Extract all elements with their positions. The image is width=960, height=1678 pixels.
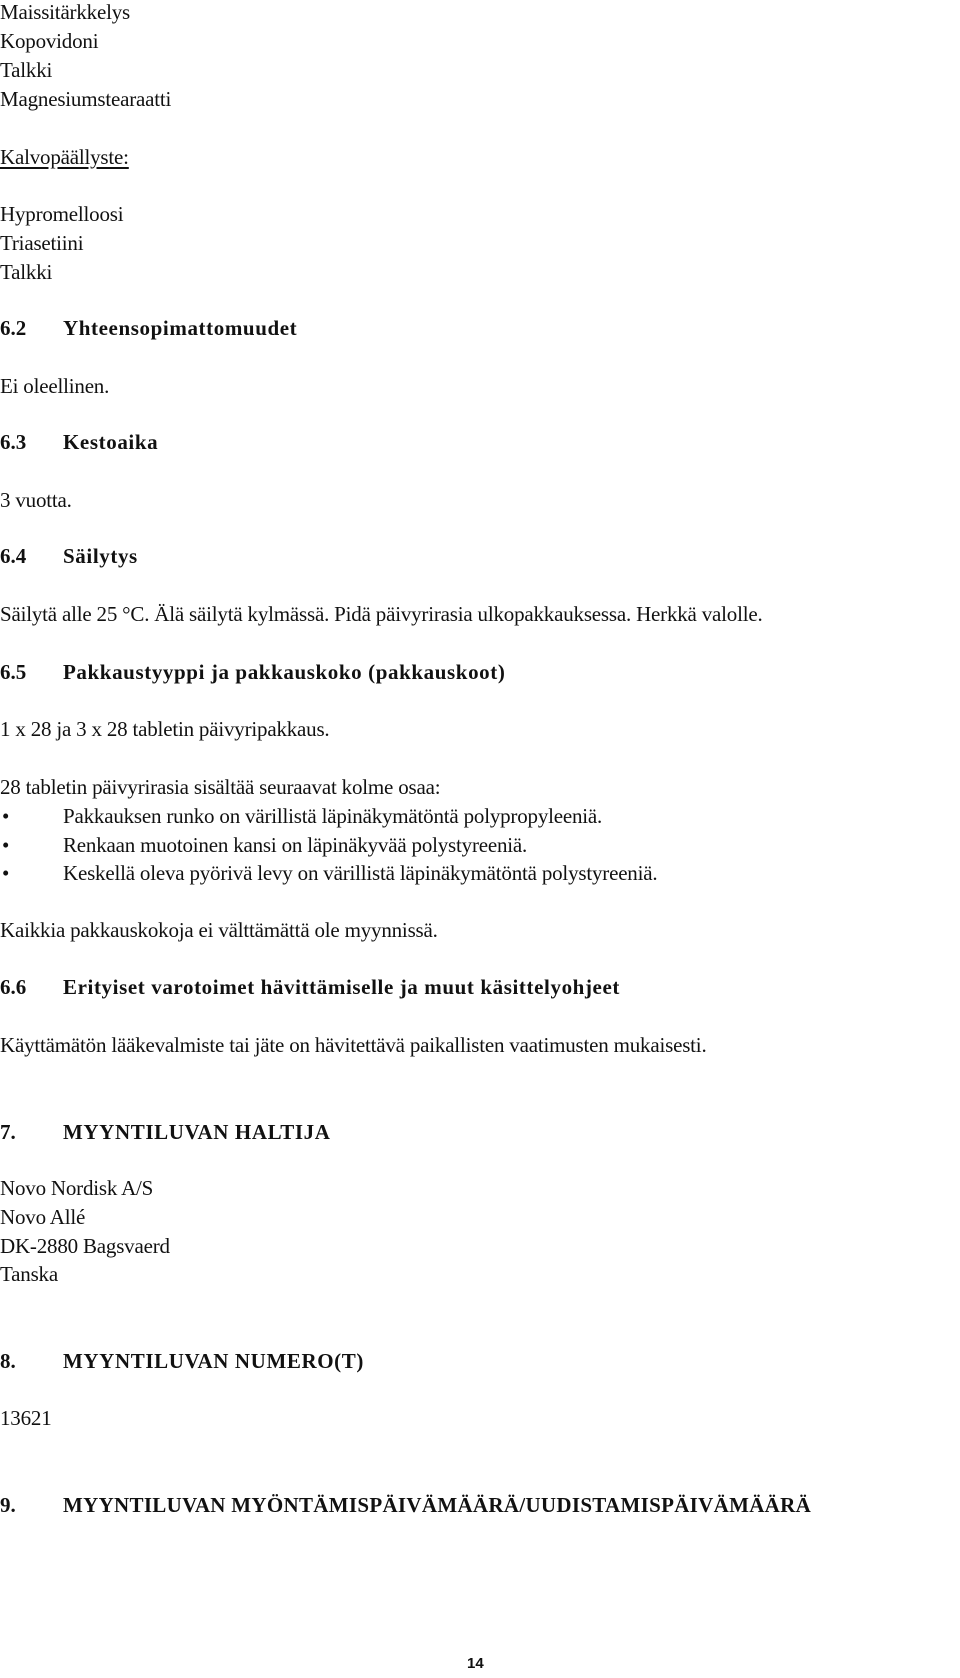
section-number: 6.6 (0, 975, 27, 999)
coating-item: Talkki (0, 260, 53, 284)
section-text: Säilytä alle 25 °C. Älä säilytä kylmässä. Pidä päivyrirasia ulkopakkauksessa. Herkkä valolle. (0, 602, 763, 626)
section-text: 28 tabletin päivyrirasia sisältää seuraavat kolme osaa: (0, 775, 441, 799)
ingredient-line: Maissitärkkelys (0, 0, 130, 24)
coating-heading: Kalvopäällyste: (0, 145, 129, 169)
section-number: 9. (0, 1493, 16, 1517)
section-title: Säilytys (63, 544, 138, 568)
ingredient-line: Magnesiumstearaatti (0, 87, 172, 111)
section-number: 6.5 (0, 660, 27, 684)
section-number: 6.4 (0, 544, 27, 568)
list-item: Renkaan muotoinen kansi on läpinäkyvää polystyreeniä. (63, 833, 528, 857)
list-item: Keskellä oleva pyörivä levy on värillistä läpinäkymätöntä polystyreeniä. (63, 861, 658, 885)
section-text: Kaikkia pakkauskokoja ei välttämättä ole myynnissä. (0, 918, 438, 942)
bullet-icon: • (2, 804, 10, 828)
section-title: MYYNTILUVAN NUMERO(T) (63, 1349, 364, 1373)
section-title: MYYNTILUVAN HALTIJA (63, 1120, 331, 1144)
section-title: Yhteensopimattomuudet (63, 316, 298, 340)
address-line: DK-2880 Bagsvaerd (0, 1234, 170, 1258)
coating-item: Hypromelloosi (0, 202, 124, 226)
section-title: Pakkaustyyppi ja pakkauskoko (pakkauskoot) (63, 660, 506, 684)
section-text: Ei oleellinen. (0, 374, 110, 398)
list-item: Pakkauksen runko on värillistä läpinäkymätöntä polypropyleeniä. (63, 804, 603, 828)
section-text: Käyttämätön lääkevalmiste tai jäte on hävitettävä paikallisten vaatimusten mukaisesti. (0, 1033, 707, 1057)
page-number: 14 (467, 1655, 484, 1672)
coating-item: Triasetiini (0, 231, 84, 255)
section-number: 8. (0, 1349, 16, 1373)
address-line: Novo Nordisk A/S (0, 1176, 154, 1200)
section-title: MYYNTILUVAN MYÖNTÄMISPÄIVÄMÄÄRÄ/UUDISTAMISPÄIVÄMÄÄRÄ (63, 1493, 812, 1517)
bullet-icon: • (2, 861, 10, 885)
section-text: 13621 (0, 1406, 52, 1430)
section-text: 1 x 28 ja 3 x 28 tabletin päivyripakkaus. (0, 717, 330, 741)
ingredient-line: Kopovidoni (0, 29, 99, 53)
section-number: 6.2 (0, 316, 27, 340)
section-title: Erityiset varotoimet hävittämiselle ja muut käsittelyohjeet (63, 975, 620, 999)
section-number: 7. (0, 1120, 16, 1144)
section-number: 6.3 (0, 430, 27, 454)
section-title: Kestoaika (63, 430, 159, 454)
address-line: Tanska (0, 1262, 58, 1286)
bullet-icon: • (2, 833, 10, 857)
address-line: Novo Allé (0, 1205, 86, 1229)
ingredient-line: Talkki (0, 58, 53, 82)
section-text: 3 vuotta. (0, 488, 72, 512)
